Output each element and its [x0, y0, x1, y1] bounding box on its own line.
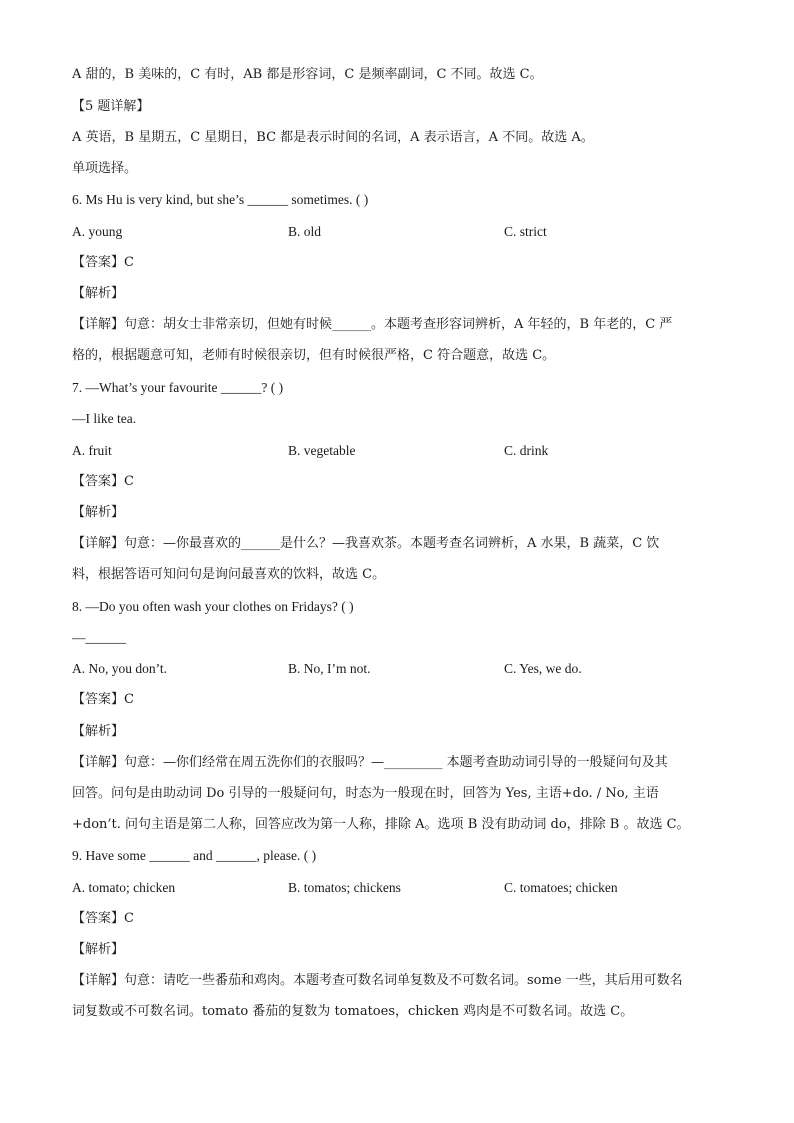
question-8-answer: 【答案】C [72, 692, 134, 707]
option-a: A. young [72, 224, 123, 239]
question-6-detail-line: 格的，根据题意可知，老师有时候很亲切，但有时候很严格，C 符合题意，故选 C。 [72, 348, 556, 363]
option-a: A. tomato; chicken [72, 880, 176, 895]
question-7-stem: 7. —What’s your favourite ______? ( ) [72, 380, 284, 395]
question-7-detail-line: 料，根据答语可知问句是询问最喜欢的饮料，故选 C。 [72, 567, 386, 582]
question-8-stem: 8. —Do you often wash your clothes on Fridays? ( ) [72, 599, 354, 614]
question-7-response: —I like tea. [72, 411, 137, 426]
question-8-response: —______ [72, 630, 126, 645]
section-title: 单项选择。 [72, 161, 138, 176]
question-9-detail-line: 【详解】句意：请吃一些番茄和鸡肉。本题考查可数名词单复数及不可数名词。some 一些，其后用可数名 [72, 973, 683, 988]
question-9-stem: 9. Have some ______ and ______, please. ( ) [72, 848, 317, 863]
question-9-detail-line: 词复数或不可数名词。tomato 番茄的复数为 tomatoes，chicken 鸡肉是不可数名词。故选 C。 [72, 1004, 634, 1019]
option-b: B. No, I’m not. [288, 661, 371, 676]
question-6-detail-line: 【详解】句意：胡女士非常亲切，但她有时候______。本题考查形容词辨析，A 年轻的，B 年老的，C 严 [72, 317, 673, 332]
q5-detail-heading: 【5 题详解】 [72, 99, 150, 114]
analysis-line-4: A 甜的，B 美味的，C 有时，AB 都是形容词，C 是频率副词，C 不同。故选 C。 [72, 67, 543, 82]
analysis-line-5: A 英语，B 星期五，C 星期日，BC 都是表示时间的名词，A 表示语言，A 不同。故选 A。 [72, 130, 594, 145]
question-8-analysis-label: 【解析】 [72, 724, 125, 739]
option-c: C. drink [504, 443, 549, 458]
option-c: C. tomatoes; chicken [504, 880, 618, 895]
question-7-detail-line: 【详解】句意：—你最喜欢的______是什么？—我喜欢茶。本题考查名词辨析，A 水果，B 蔬菜，C 饮 [72, 536, 660, 551]
question-8-detail-line: 回答。问句是由助动词 Do 引导的一般疑问句，时态为一般现在时，回答为 Yes, 主语+do. / No, 主语 [72, 786, 659, 801]
option-b: B. vegetable [288, 443, 356, 458]
option-b: B. tomatos; chickens [288, 880, 401, 895]
question-9-analysis-label: 【解析】 [72, 942, 125, 957]
option-b: B. old [288, 224, 322, 239]
option-c: C. strict [504, 224, 547, 239]
option-a: A. fruit [72, 443, 112, 458]
question-7-answer: 【答案】C [72, 474, 134, 489]
question-8-detail-line: +don’t. 问句主语是第二人称，回答应改为第一人称，排除 A。选项 B 没有助动词 do，排除 B 。故选 C。 [72, 817, 690, 832]
option-a: A. No, you don’t. [72, 661, 168, 676]
question-7-analysis-label: 【解析】 [72, 505, 125, 520]
question-6-stem: 6. Ms Hu is very kind, but she’s ______ sometimes. ( ) [72, 192, 369, 207]
option-c: C. Yes, we do. [504, 661, 582, 676]
question-6-analysis-label: 【解析】 [72, 286, 125, 301]
question-9-answer: 【答案】C [72, 911, 134, 926]
question-6-answer: 【答案】C [72, 255, 134, 270]
question-8-detail-line: 【详解】句意：—你们经常在周五洗你们的衣服吗？—_________ 本题考查助动词引导的一般疑问句及其 [72, 755, 668, 770]
